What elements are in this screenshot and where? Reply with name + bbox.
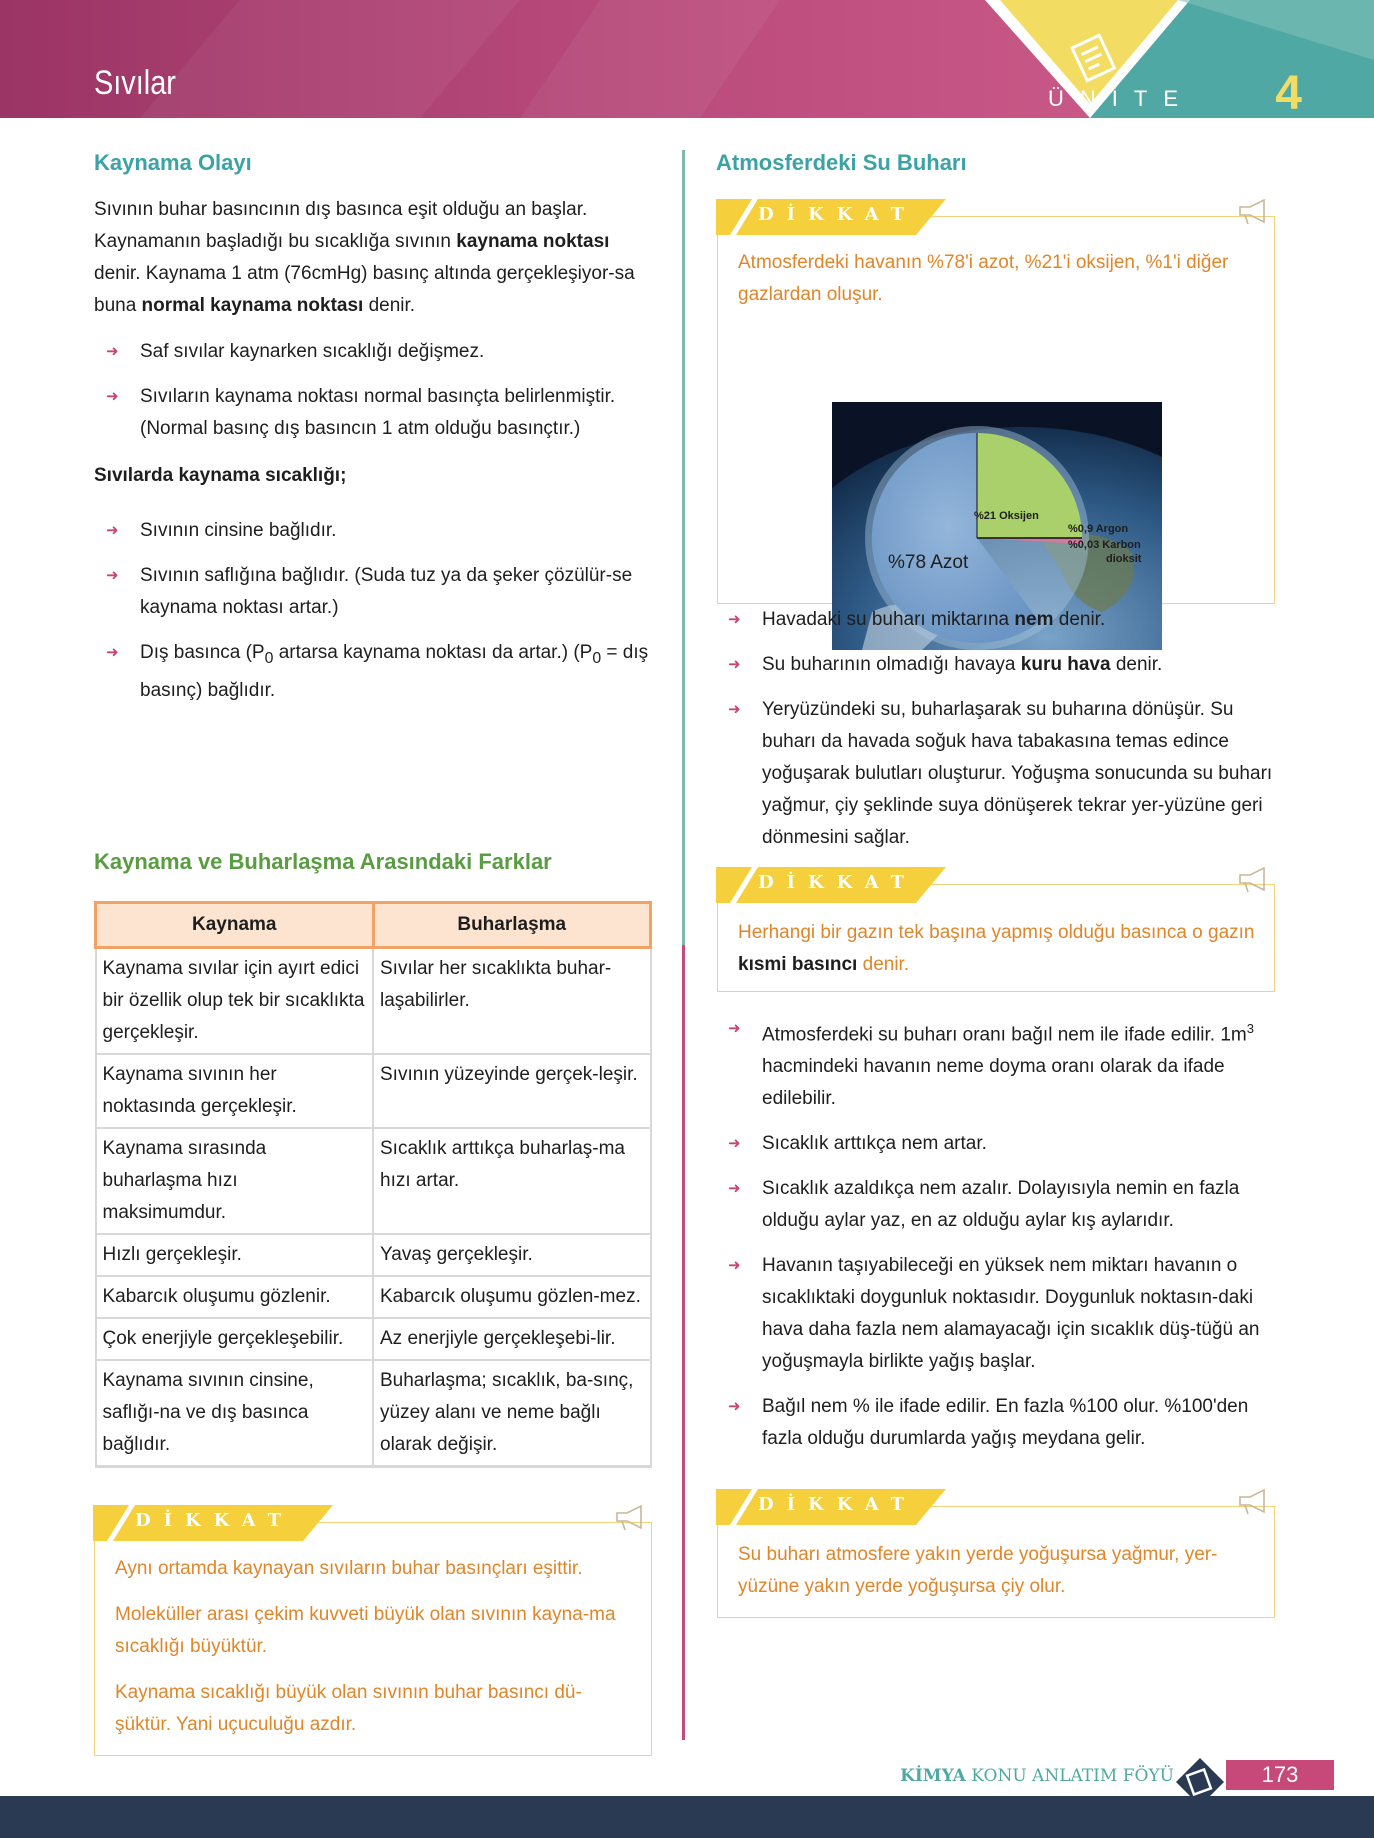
para-text: denir. Kaynama 1 atm (76cmHg) basınç altında gerçekleşiyor-sa buna <box>94 263 635 316</box>
chapter-title: Sıvılar <box>94 64 176 102</box>
table-cell: Kabarcık oluşumu gözlenir. <box>96 1276 374 1318</box>
footer-brand-rest: KONU ANLATIM FÖYÜ <box>971 1766 1174 1786</box>
table-header: Kaynama <box>96 903 374 948</box>
list-item <box>94 560 652 624</box>
unit-label: ÜNİTE <box>1048 86 1194 111</box>
para-bold: kaynama noktası <box>456 231 610 252</box>
list-item-text: Saf sıvılar kaynarken sıcaklığı değişmez. <box>140 341 485 362</box>
dikkat-text-bold: kısmi basıncı <box>738 954 858 975</box>
table-cell: Az enerjiyle gerçekleşebi-lir. <box>373 1318 651 1360</box>
kaynama-subtitle: Sıvılarda kaynama sıcaklığı; <box>94 465 347 486</box>
table-cell: Buharlaşma; sıcaklık, ba-sınç, yüzey alanı ve neme bağlı olarak değişir. <box>373 1360 651 1467</box>
para-text: denir. <box>363 295 416 316</box>
page-number: 173 <box>1226 1760 1334 1790</box>
column-divider <box>682 150 685 1740</box>
table-header-row <box>96 903 651 948</box>
list-item-text: Sıvıların kaynama noktası normal basınçta belirlenmiştir. (Normal basınç dış basıncın 1 atm olduğu basınçtır.) <box>140 386 616 439</box>
arrow-icon: ➜ <box>728 701 741 718</box>
dikkat-text <box>738 917 1258 981</box>
kaynama-paragraph <box>94 194 652 322</box>
section-title-farklar: Kaynama ve Buharlaşma Arasındaki Farklar <box>94 849 552 874</box>
bagil-nem-bullets <box>716 1013 1276 1455</box>
table-row <box>96 1276 651 1318</box>
list-item-text: hacmindeki havanın neme doyma oranı olarak da ifade edilebilir. <box>762 1056 1225 1110</box>
section-title-su-buhari: Atmosferdeki Su Buharı <box>716 150 967 175</box>
list-item-bold: nem <box>1014 609 1054 630</box>
table-cell: Kaynama sıvılar için ayırt edici bir özellik olup tek bir sıcaklıkta gerçekleşir. <box>96 948 374 1055</box>
arrow-icon: ➜ <box>106 522 119 539</box>
dikkat-text: Su buharı atmosfere yakın yerde yoğuşursa yağmur, yer-yüzüne yakın yerde yoğuşursa çiy olur. <box>738 1544 1218 1597</box>
list-item <box>716 694 1276 854</box>
footer-brand-bold: KİMYA <box>900 1766 966 1786</box>
table-cell: Kaynama sıvının her noktasında gerçekleşir. <box>96 1054 374 1128</box>
table-cell: Kaynama sıvının cinsine, saflığı-na ve dış basınca bağlıdır. <box>96 1360 374 1467</box>
arrow-icon: ➜ <box>728 1020 741 1037</box>
list-item-text: Sıvının cinsine bağlıdır. <box>140 520 337 541</box>
dikkat-box-left <box>94 1510 652 1756</box>
footer-brand <box>900 1766 1174 1786</box>
dikkat-box-cig <box>717 1494 1275 1618</box>
arrow-icon: ➜ <box>728 1398 741 1416</box>
table-cell: Kabarcık oluşumu gözlen-mez. <box>373 1276 651 1318</box>
megaphone-icon <box>613 1503 649 1533</box>
dikkat-label: DİKKAT <box>758 204 917 225</box>
list-item <box>716 1391 1276 1455</box>
list-item <box>716 649 1276 681</box>
dikkat-text: Kaynama sıcaklığı büyük olan sıvının buhar basıncı dü-şüktür. Yani uçuculuğu azdır. <box>115 1682 582 1735</box>
table-row <box>96 1318 651 1360</box>
list-item <box>716 1173 1276 1237</box>
dikkat-text: Aynı ortamda kaynayan sıvıların buhar basınçları eşittir. <box>115 1558 583 1579</box>
dikkat-text-part: Herhangi bir gazın tek başına yapmış olduğu basınca o gazın <box>738 922 1255 943</box>
megaphone-icon <box>1236 197 1272 227</box>
list-item <box>716 1128 1276 1160</box>
left-column <box>94 150 652 1455</box>
dikkat-content <box>115 1553 635 1741</box>
arrow-icon: ➜ <box>106 343 119 360</box>
list-item-text: denir. <box>1053 609 1106 630</box>
arrow-icon: ➜ <box>106 567 119 584</box>
dikkat-text: Moleküller arası çekim kuvveti büyük olan sıvının kayna-ma sıcaklığı büyüktür. <box>115 1604 616 1657</box>
section-title-kaynama: Kaynama Olayı <box>94 150 252 175</box>
arrow-icon: ➜ <box>728 611 741 628</box>
list-item-text: Sıcaklık azaldıkça nem azalır. Dolayısıyla nemin en fazla olduğu aylar yaz, en az olduğu aylar kış aylarıdır. <box>762 1178 1240 1232</box>
list-item <box>716 1013 1276 1115</box>
table-row <box>96 1054 651 1128</box>
page-header <box>0 0 1374 118</box>
list-item-text: Bağıl nem % ile ifade edilir. En fazla %100 olur. %100'den fazla olduğu durumlarda yağış meydana gelir. <box>762 1396 1249 1450</box>
arrow-icon: ➜ <box>728 1257 741 1275</box>
kaynama-bullets <box>94 336 652 445</box>
dikkat-box-atmosfer <box>717 204 1275 604</box>
pie-label-oksijen: %21 Oksijen <box>974 510 1039 522</box>
list-item <box>94 515 652 547</box>
comparison-table <box>94 901 652 1468</box>
dikkat-label: DİKKAT <box>135 1510 294 1531</box>
list-item <box>94 381 652 445</box>
unit-number: 4 <box>1275 67 1302 118</box>
table-cell: Sıcaklık arttıkça buharlaş-ma hızı artar. <box>373 1128 651 1234</box>
table-cell: Sıvının yüzeyinde gerçek-leşir. <box>373 1054 651 1128</box>
para-bold: normal kaynama noktası <box>141 295 364 316</box>
arrow-icon: ➜ <box>106 388 119 405</box>
table-row <box>96 1128 651 1234</box>
list-item-text: Atmosferdeki su buharı oranı bağıl nem ile ifade edilir. 1m <box>762 1024 1247 1046</box>
list-item-text: denir. <box>1110 654 1163 675</box>
arrow-icon: ➜ <box>106 644 119 661</box>
table-cell: Yavaş gerçekleşir. <box>373 1234 651 1276</box>
list-item-text: Havadaki su buharı miktarına <box>762 609 1015 630</box>
arrow-icon: ➜ <box>728 1135 741 1153</box>
table-header: Buharlaşma <box>373 903 651 948</box>
table-cell: Hızlı gerçekleşir. <box>96 1234 374 1276</box>
pie-label-karbon: %0,03 Karbon <box>1068 539 1141 551</box>
para-text: Sıvının buhar basıncının dış basınca eşit olduğu an başlar. Kaynamanın başladığı bu sıcaklığa sıvının <box>94 199 588 252</box>
megaphone-icon <box>1236 1487 1272 1517</box>
list-item-text: Dış basınca (P <box>140 642 265 663</box>
pie-label-dioksit: dioksit <box>1106 553 1142 565</box>
list-item <box>94 336 652 368</box>
list-item-text: Sıcaklık arttıkça nem artar. <box>762 1133 987 1155</box>
list-item-text: Havanın taşıyabileceği en yüksek nem miktarı havanın o sıcaklıktaki doygunluk noktasıdır. Doygunluk noktasın-daki hava daha fazla nem alamayacağı için sıcaklık düş-tüğü an yoğuşmayla birlikte yağış başlar. <box>762 1255 1260 1373</box>
dikkat-label: DİKKAT <box>758 1494 917 1515</box>
list-item-text: artarsa kaynama noktası da artar.) (P <box>273 642 593 663</box>
dikkat-text: Atmosferdeki havanın %78'i azot, %21'i oksijen, %1'i diğer gazlardan oluşur. <box>738 252 1229 305</box>
table-row <box>96 1234 651 1276</box>
dikkat-box-kismi-basinc <box>717 872 1275 992</box>
list-item-text: = dış basınç) bağlıdır. <box>140 642 649 701</box>
arrow-icon: ➜ <box>728 1180 741 1198</box>
table-cell: Sıvılar her sıcaklıkta buhar-laşabilirler. <box>373 948 651 1055</box>
pie-label-azot: %78 Azot <box>888 552 969 573</box>
dikkat-label: DİKKAT <box>758 872 917 893</box>
right-column <box>716 150 1276 176</box>
list-item-text: Sıvının saflığına bağlıdır. (Suda tuz ya da şeker çözülür-se kaynama noktası artar.) <box>140 565 633 618</box>
list-item-text: Yeryüzündeki su, buharlaşarak su buharına dönüşür. Su buharı da havada soğuk hava tabakasına temas edince yoğuşarak bulutları oluşturur. Yoğuşma sonucunda su buharı yağmur, çiy şeklinde suya dönüşerek tekrar yer-yüzüne geri dönmesini sağlar. <box>762 699 1273 848</box>
pie-label-argon: %0,9 Argon <box>1068 523 1129 535</box>
list-item <box>716 1250 1276 1378</box>
list-item <box>716 604 1276 636</box>
table-cell: Kaynama sırasında buharlaşma hızı maksimumdur. <box>96 1128 374 1234</box>
table-row <box>96 1360 651 1467</box>
list-item-text: Su buharının olmadığı havaya <box>762 654 1021 675</box>
table-row <box>96 948 651 1055</box>
table-cell: Çok enerjiyle gerçekleşebilir. <box>96 1318 374 1360</box>
list-item-bold: kuru hava <box>1020 654 1111 675</box>
subscript: 0 <box>264 649 274 667</box>
dikkat-text-part: denir. <box>857 954 910 975</box>
megaphone-icon <box>1236 865 1272 895</box>
kaynama-sicaklik-bullets <box>94 515 652 707</box>
nem-bullets <box>716 604 1276 854</box>
subscript: 0 <box>592 649 602 667</box>
superscript: 3 <box>1246 1021 1254 1036</box>
list-item <box>94 637 652 707</box>
arrow-icon: ➜ <box>728 656 741 673</box>
footer-bar <box>0 1796 1374 1838</box>
